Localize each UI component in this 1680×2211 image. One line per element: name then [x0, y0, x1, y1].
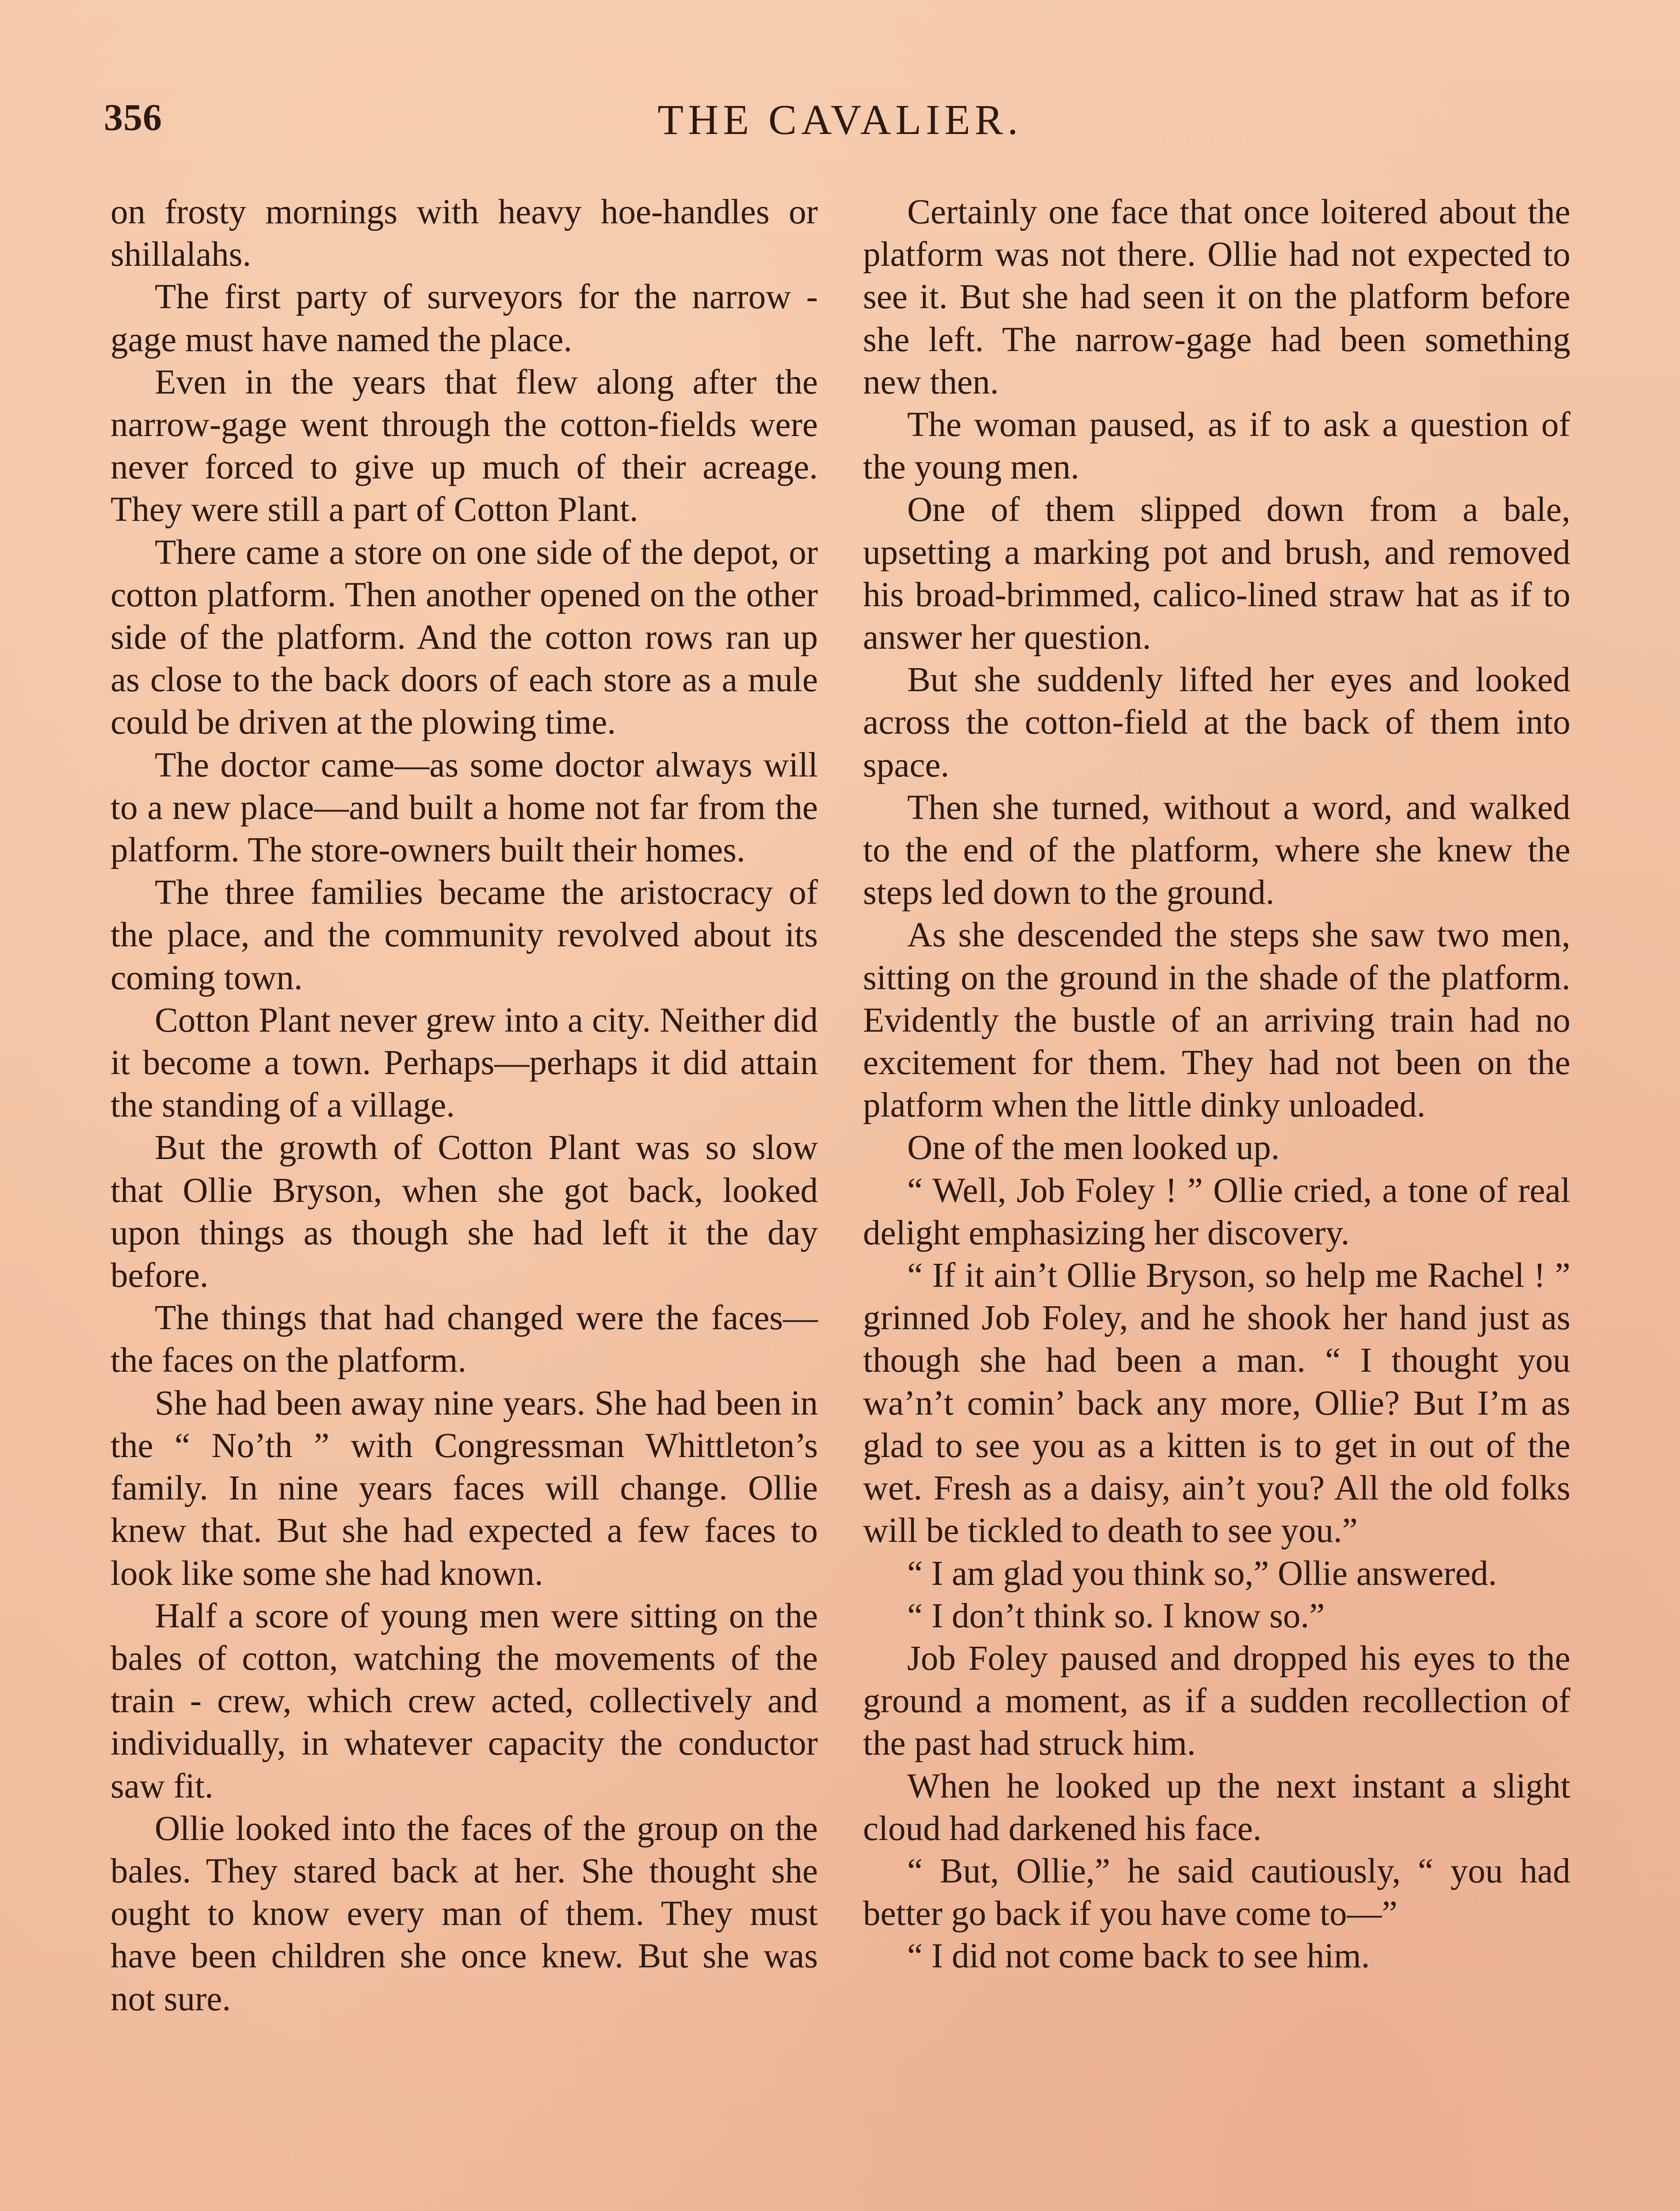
paragraph: But the growth of Cotton Plant was so slow that Ollie Bryson, when she got back, looked upon things as though she had left it the day before. [111, 1128, 818, 1295]
paragraph: “ I did not come back to see him. [907, 1937, 1370, 1976]
paragraph: “ Well, Job Foley ! ” Ollie cried, a tone of real delight emphasizing her discovery. [863, 1171, 1570, 1252]
paragraph: The three families became the aristocracy of the place, and the community revolved about its coming town. [111, 873, 818, 997]
paragraph: Half a score of young men were sitting on the bales of cotton, watching the movements of the train - crew, which crew acted, collectively and individually, in whatever capacity the conductor saw fit. [111, 1596, 818, 1806]
paragraph: The woman paused, as if to ask a question of the young men. [863, 405, 1570, 487]
right-column [863, 191, 1570, 1978]
paragraph: The doctor came—as some doctor always will to a new place—and built a home not far from the platform. The store-owners built their homes. [111, 746, 818, 870]
paragraph: One of the men looked up. [907, 1128, 1280, 1167]
paragraph: But she suddenly lifted her eyes and looked across the cotton-field at the back of them into space. [863, 661, 1570, 784]
page-header [104, 95, 1576, 148]
paragraph: The first party of surveyors for the narrow - gage must have named the place. [111, 278, 818, 359]
paragraph: “ I don’t think so. I know so.” [907, 1596, 1325, 1635]
paragraph: There came a store on one side of the depot, or cotton platform. Then another opened on the other side of the platform. And the cotton rows ran up as close to the back doors of each store as a mule could be driven at the plowing time. [111, 533, 818, 742]
paragraph: Ollie looked into the faces of the group on the bales. They stared back at her. She thought she ought to know every man of them. They must have been children she once knew. But she was not sure. [111, 1809, 818, 2018]
paragraph: The things that had changed were the faces—the faces on the platform. [111, 1299, 818, 1380]
paragraph: Cotton Plant never grew into a city. Neither did it become a town. Perhaps—perhaps it did attain the standing of a village. [111, 1001, 818, 1125]
paragraph: on frosty mornings with heavy hoe-handles or shillalahs. [111, 193, 818, 274]
paragraph: As she descended the steps she saw two men, sitting on the ground in the shade of the platform. Evidently the bustle of an arriving train had no excitement for them. They had not been on the platform when the little dinky unloaded. [863, 916, 1570, 1125]
paragraph: Then she turned, without a word, and walked to the end of the platform, where she knew the steps led down to the ground. [863, 788, 1570, 912]
paragraph: One of them slipped down from a bale, upsetting a marking pot and brush, and removed his broad-brimmed, calico-lined straw hat as if to answer her question. [863, 490, 1570, 657]
paragraph: “ But, Ollie,” he said cautiously, “ you had better go back if you have come to—” [863, 1851, 1570, 1933]
paragraph: Job Foley paused and dropped his eyes to the ground a moment, as if a sudden recollection of the past had struck him. [863, 1639, 1570, 1763]
paragraph: “ If it ain’t Ollie Bryson, so help me Rachel ! ” grinned Job Foley, and he shook her hand just as though she had been a man. “ I thought you wa’n’t comin’ back any more, Ollie? But I’m as glad to see you as a kitten is to get in out of the wet. Fresh as a daisy, ain’t you? All the old folks will be tickled to death to see you.” [863, 1256, 1570, 1550]
running-title: THE CAVALIER. [657, 96, 1023, 143]
paragraph: “ I am glad you think so,” Ollie answered. [907, 1554, 1497, 1593]
paragraph: When he looked up the next instant a slight cloud had darkened his face. [863, 1767, 1570, 1848]
left-column [111, 191, 818, 2020]
paragraph: Certainly one face that once loitered about the platform was not there. Ollie had not expected to see it. But she had seen it on the platform before she left. The narrow-gage had been something new then. [863, 193, 1570, 402]
paragraph: She had been away nine years. She had been in the “ No’th ” with Congressman Whittleton’s family. In nine years faces will change. Ollie knew that. But she had expected a few faces to look like some she had known. [111, 1384, 818, 1593]
paragraph: Even in the years that flew along after the narrow-gage went through the cotton-fields were never forced to give up much of their acreage. They were still a part of Cotton Plant. [111, 363, 818, 529]
page-number: 356 [104, 96, 162, 138]
